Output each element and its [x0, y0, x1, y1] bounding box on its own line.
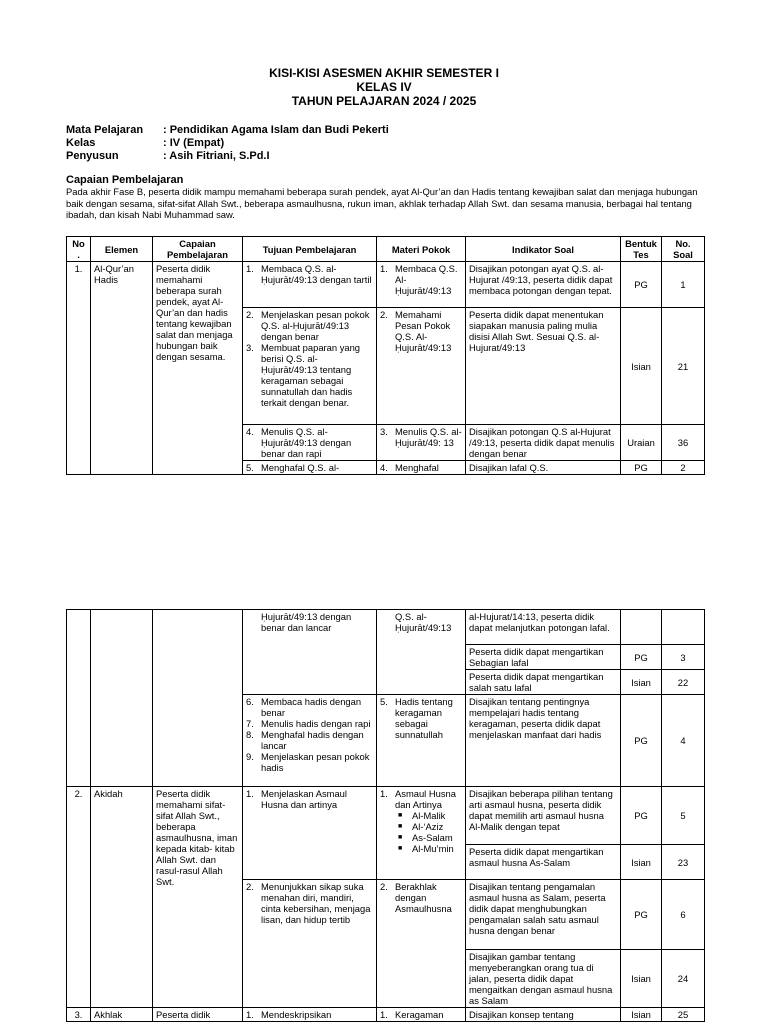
cell-bentuk: PG	[621, 461, 662, 475]
cell-bentuk: Isian	[621, 950, 662, 1008]
cell-elemen: Akidah	[91, 787, 153, 1008]
cell-tujuan	[243, 880, 377, 1008]
cell-tujuan	[243, 461, 377, 475]
cell-indikator: Disajikan gambar tentang menyeberangkan orang tua di jalan, peserta didik dapat mengaitkan dengan asmaul husna as Salam	[466, 950, 621, 1008]
cell-no: 2.	[67, 787, 91, 1008]
list-item: 5. Menghafal Q.S. al-	[246, 462, 340, 473]
column-header-bentuk: Bentuk Tes	[621, 237, 662, 262]
cell-bentuk: Isian	[621, 845, 662, 880]
cell-nosoal: 2	[662, 461, 705, 475]
cell-materi	[377, 787, 466, 880]
meta-value: : Pendidikan Agama Islam dan Budi Pekerti	[163, 124, 389, 136]
list-item: 2. Berakhlak dengan Asmaulhusna	[380, 881, 452, 914]
cell-bentuk	[621, 610, 662, 645]
cell-indikator: al-Hujurat/14:13, peserta didik dapat melanjutkan potongan lafal.	[466, 610, 621, 645]
document-title: KISI-KISI ASESMEN AKHIR SEMESTER I	[269, 66, 499, 80]
list-item: 5. Hadis tentang keragaman sebagai sunnatullah	[380, 696, 453, 740]
list-item: 4. Menulis Q.S. al-Ḥujurāt/49:13 dengan benar dan rapi	[246, 426, 352, 459]
list-item: 2. Memahami Pesan Pokok Q.S. Al-Ḥujurāt/49:13	[380, 309, 452, 353]
cell-bentuk: PG	[621, 880, 662, 950]
cell-materi: Q.S. al-Ḥujurāt/49:13	[377, 610, 466, 695]
cell-capaian	[153, 610, 243, 787]
meta-label: Penyusun	[66, 150, 119, 162]
list-item: 1. Keragaman	[380, 1009, 444, 1020]
cell-nosoal: 6	[662, 880, 705, 950]
list-item: 9. Menjelaskan pesan pokok hadis	[246, 751, 370, 773]
list-item: 7. Menulis hadis dengan rapi	[246, 718, 371, 729]
cell-indikator: Disajikan potongan Q.S al-Hujurat /49:13, peserta didik dapat menulis dengan benar	[466, 425, 621, 461]
asmaul-husna-list	[398, 810, 462, 854]
table-row	[67, 610, 705, 645]
cell-tujuan	[243, 1008, 377, 1022]
meta-row-author	[66, 150, 389, 163]
cell-bentuk: PG	[621, 695, 662, 787]
cell-bentuk: PG	[621, 262, 662, 308]
cell-bentuk: Isian	[621, 308, 662, 425]
cell-elemen	[91, 610, 153, 787]
section-heading: Capaian Pembelajaran	[66, 174, 184, 186]
list-item: 6. Membaca hadis dengan benar	[246, 696, 362, 718]
list-item: 3. Menulis Q.S. al-Ḥujurāt/49: 13	[380, 426, 462, 448]
cell-bentuk: PG	[621, 645, 662, 670]
cell-no: 1.	[67, 262, 91, 475]
list-item: 1. Menjelaskan Asmaul Husna dan artinya	[246, 788, 347, 810]
cell-nosoal: 1	[662, 262, 705, 308]
cell-bentuk: Uraian	[621, 425, 662, 461]
cell-elemen: Akhlak	[91, 1008, 153, 1022]
section-paragraph: Pada akhir Fase B, peserta didik mampu memahami beberapa surah pendek, ayat Al-Qur’an dan Hadis tentang kewajiban salat dan menjaga hubungan baik dengan sesama, sifat-sifat Allah Swt., beberapa asmaulhusna, rukun iman, akhlak terhadap Allah Swt. dan sesama manusia, berbagai hal tentang ibadah, dan kisah Nabi Muhammad saw.	[66, 186, 698, 220]
document-year: TAHUN PELAJARAN 2024 / 2025	[291, 94, 477, 108]
list-item: 1. Membaca Q.S. al-Ḥujurāt/49:13 dengan tartil	[246, 263, 372, 285]
meta-value: : IV (Empat)	[163, 137, 225, 149]
cell-tujuan	[243, 787, 377, 880]
cell-tujuan	[243, 425, 377, 461]
list-item: 2. Menjelaskan pesan pokok Q.S. al-Ḥujurāt/49:13 dengan benar	[246, 309, 370, 342]
column-header-tujuan: Tujuan Pembelajaran	[243, 237, 377, 262]
cell-nosoal: 22	[662, 670, 705, 695]
cell-nosoal: 23	[662, 845, 705, 880]
cell-bentuk: Isian	[621, 670, 662, 695]
list-item: 1. Mendeskripsikan	[246, 1009, 332, 1020]
cell-indikator: Disajikan lafal Q.S.	[466, 461, 621, 475]
cell-indikator: Disajikan tentang pengamalan asmaul husna as Salam, peserta didik dapat menghubungkan pengamalan salah satu asmaul husna dengan benar	[466, 880, 621, 950]
table-row	[67, 1008, 705, 1022]
cell-materi	[377, 461, 466, 475]
meta-row-class	[66, 137, 389, 150]
cell-materi	[377, 695, 466, 787]
meta-label: Kelas	[66, 137, 96, 149]
cell-indikator: Peserta didik dapat mengartikan asmaul husna As-Salam	[466, 845, 621, 880]
column-header-no: No .	[67, 237, 91, 262]
cell-no: 3.	[67, 1008, 91, 1022]
list-item: ■ As-Salam	[398, 832, 453, 843]
cell-indikator: Peserta didik dapat menentukan siapakan manusia paling mulia disisi Allah Swt. Sesuai Q.S. al-Hujurat/49:13	[466, 308, 621, 425]
list-item: 8. Menghafal hadis dengan lancar	[246, 729, 364, 751]
cell-materi	[377, 262, 466, 308]
cell-indikator: Disajikan tentang pentingnya mempelajari hadis tentang keragaman, peserta didik dapat menjelaskan manfaat dari hadis	[466, 695, 621, 787]
document-class: KELAS IV	[356, 80, 412, 94]
list-item: 4. Menghafal	[380, 462, 439, 473]
cell-nosoal: 25	[662, 1008, 705, 1022]
cell-nosoal: 5	[662, 787, 705, 845]
cell-indikator: Disajikan beberapa pilihan tentang arti asmaul husna, peserta didik dapat memilih arti asmaul husna Al-Malik dengan tepat	[466, 787, 621, 845]
cell-materi	[377, 308, 466, 425]
table-row	[67, 787, 705, 845]
cell-materi	[377, 425, 466, 461]
grid-table-page-1	[66, 236, 705, 475]
cell-capaian: Peserta didik	[153, 1008, 243, 1022]
cell-nosoal: 4	[662, 695, 705, 787]
column-header-capaian: Capaian Pembelajaran	[153, 237, 243, 262]
cell-capaian: Peserta didik memahami beberapa surah pendek, ayat Al-Qur’an dan hadis tentang kewajiban salat dan menjaga hubungan baik dengan sesama.	[153, 262, 243, 475]
list-item: 1. Asmaul Husna dan Artinya	[380, 788, 456, 810]
meta-value: : Asih Fitriani, S.Pd.I	[163, 150, 270, 162]
cell-materi	[377, 1008, 466, 1022]
meta-info	[66, 124, 389, 163]
column-header-indikator: Indikator Soal	[466, 237, 621, 262]
cell-indikator: Peserta didik dapat mengartikan Sebagian lafal	[466, 645, 621, 670]
cell-materi	[377, 880, 466, 1008]
list-item: 1. Membaca Q.S. Al-Ḥujurāt/49:13	[380, 263, 458, 296]
meta-row-subject	[66, 124, 389, 137]
cell-indikator: Disajikan konsep tentang	[466, 1008, 621, 1022]
cell-tujuan	[243, 308, 377, 425]
grid-table-page-2	[66, 609, 705, 1022]
cell-tujuan: Ḥujurāt/49:13 dengan benar dan lancar	[243, 610, 377, 695]
meta-label: Mata Pelajaran	[66, 124, 144, 136]
table-row	[67, 262, 705, 308]
cell-tujuan	[243, 695, 377, 787]
cell-no	[67, 610, 91, 787]
cell-nosoal	[662, 610, 705, 645]
cell-nosoal: 24	[662, 950, 705, 1008]
column-header-materi: Materi Pokok	[377, 237, 466, 262]
list-item: 2. Menunjukkan sikap suka menahan diri, mandiri, cinta kebersihan, menjaga lisan, dan hidup tertib	[246, 881, 371, 925]
cell-indikator: Peserta didik dapat mengartikan salah satu lafal	[466, 670, 621, 695]
list-item: ■ Al-Malik	[398, 810, 446, 821]
cell-capaian: Peserta didik memahami sifat-sifat Allah Swt., beberapa asmaulhusna, iman kepada kitab- kitab Allah Swt. dan rasul-rasul Allah Swt.	[153, 787, 243, 1008]
cell-bentuk: Isian	[621, 1008, 662, 1022]
column-header-elemen: Elemen	[91, 237, 153, 262]
cell-nosoal: 3	[662, 645, 705, 670]
list-item: ■ Al-‘Aziz	[398, 821, 444, 832]
cell-nosoal: 21	[662, 308, 705, 425]
list-item: ■ Al-Mu’min	[398, 843, 454, 854]
cell-tujuan	[243, 262, 377, 308]
table-header-row	[67, 237, 705, 262]
cell-bentuk: PG	[621, 787, 662, 845]
cell-nosoal: 36	[662, 425, 705, 461]
cell-indikator: Disajikan potongan ayat Q.S. al-Hujurat /49:13, peserta didik dapat membaca potongan dengan tepat.	[466, 262, 621, 308]
cell-elemen: Al-Qur’an Hadis	[91, 262, 153, 475]
column-header-nosoal: No. Soal	[662, 237, 705, 262]
list-item: 3. Membuat paparan yang berisi Q.S. al-Ḥujurāt/49:13 tentang keragaman sebagai sunnatullah dan hadis terkait dengan benar.	[246, 342, 361, 408]
